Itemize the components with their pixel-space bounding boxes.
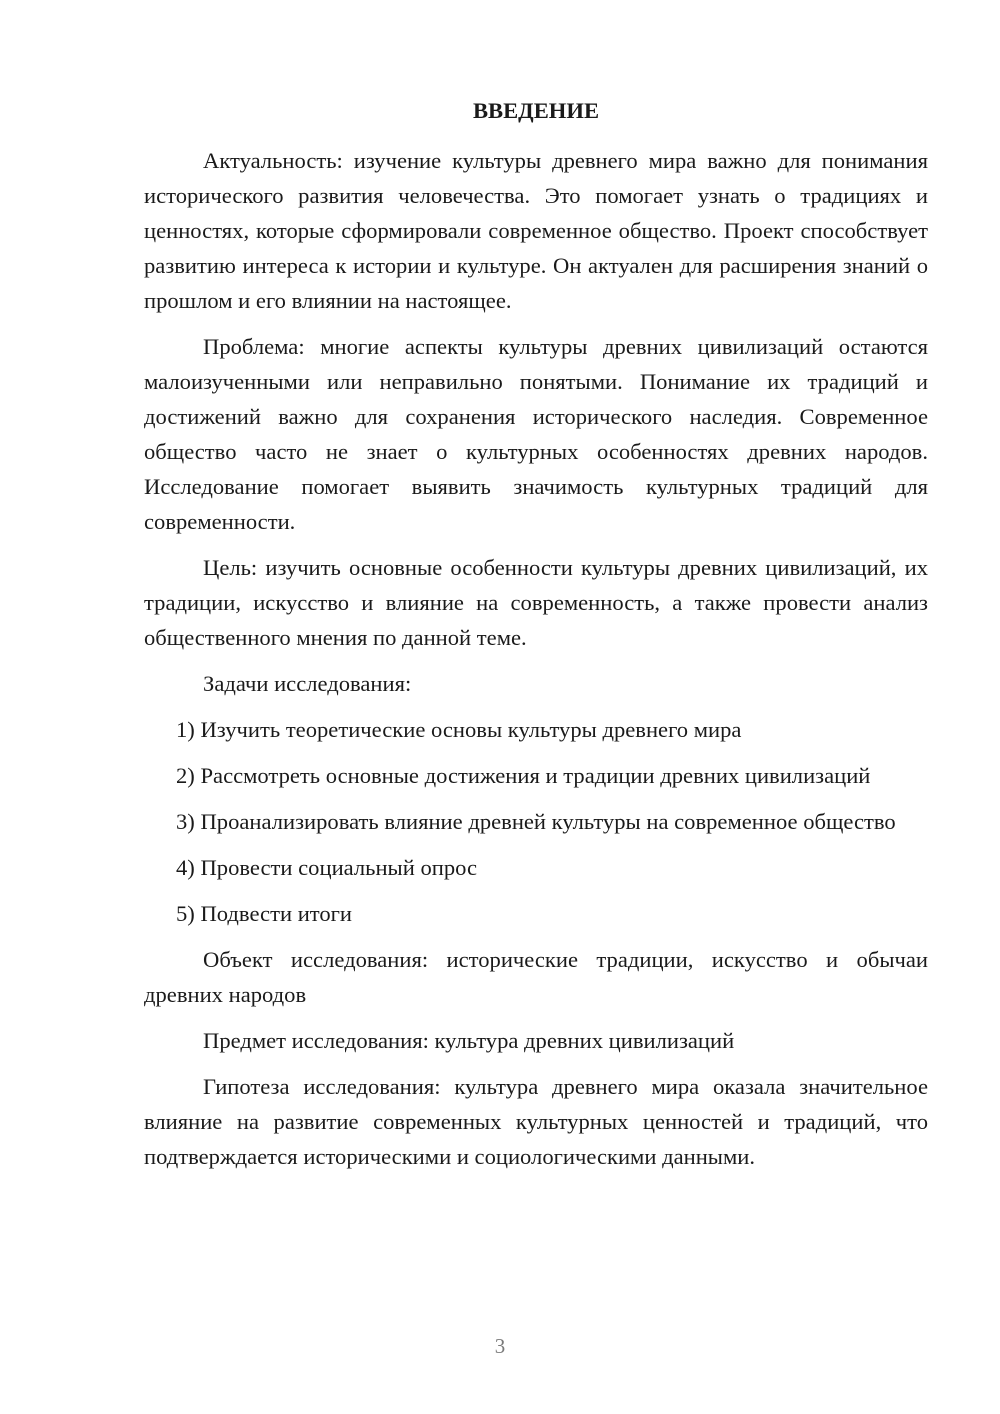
task-item-3: 3) Проанализировать влияние древней культуры на современное общество <box>176 809 896 834</box>
task-item-2: 2) Рассмотреть основные достижения и традиции древних цивилизаций <box>176 763 871 788</box>
tasks-heading: Задачи исследования: <box>203 671 412 696</box>
task-item-4: 4) Провести социальный опрос <box>176 855 478 880</box>
subject-paragraph: Предмет исследования: культура древних цивилизаций <box>203 1028 735 1053</box>
page-number: 3 <box>494 1334 506 1358</box>
object-paragraph: Объект исследования: исторические традиции, искусство и обычаи древних народов <box>144 947 928 1007</box>
task-item-5: 5) Подвести итоги <box>176 901 353 926</box>
hypothesis-paragraph: Гипотеза исследования: культура древнего мира оказала значительное влияние на развитие современных культурных ценностей и традиций, что подтверждается историческими и социологическими данными. <box>144 1074 928 1169</box>
section-title: ВВЕДЕНИЕ <box>472 98 600 123</box>
document-page <box>144 93 928 1185</box>
relevance-paragraph: Актуальность: изучение культуры древнего мира важно для понимания исторического развития человечества. Это помогает узнать о традициях и ценностях, которые сформировали современное общество. Проект способствует развитию интереса к истории и культуре. Он актуален для расширения знаний о прошлом и его влиянии на настоящее. <box>144 148 928 313</box>
problem-paragraph: Проблема: многие аспекты культуры древних цивилизаций остаются малоизученными или неправильно понятыми. Понимание их традиций и достижений важно для сохранения исторического наследия. Современное общество часто не знает о культурных особенностях древних народов. Исследование помогает выявить значимость культурных традиций для современности. <box>144 334 928 534</box>
task-item-1: 1) Изучить теоретические основы культуры древнего мира <box>176 717 742 742</box>
goal-paragraph: Цель: изучить основные особенности культуры древних цивилизаций, их традиции, искусство и влияние на современность, а также провести анализ общественного мнения по данной теме. <box>144 555 928 650</box>
